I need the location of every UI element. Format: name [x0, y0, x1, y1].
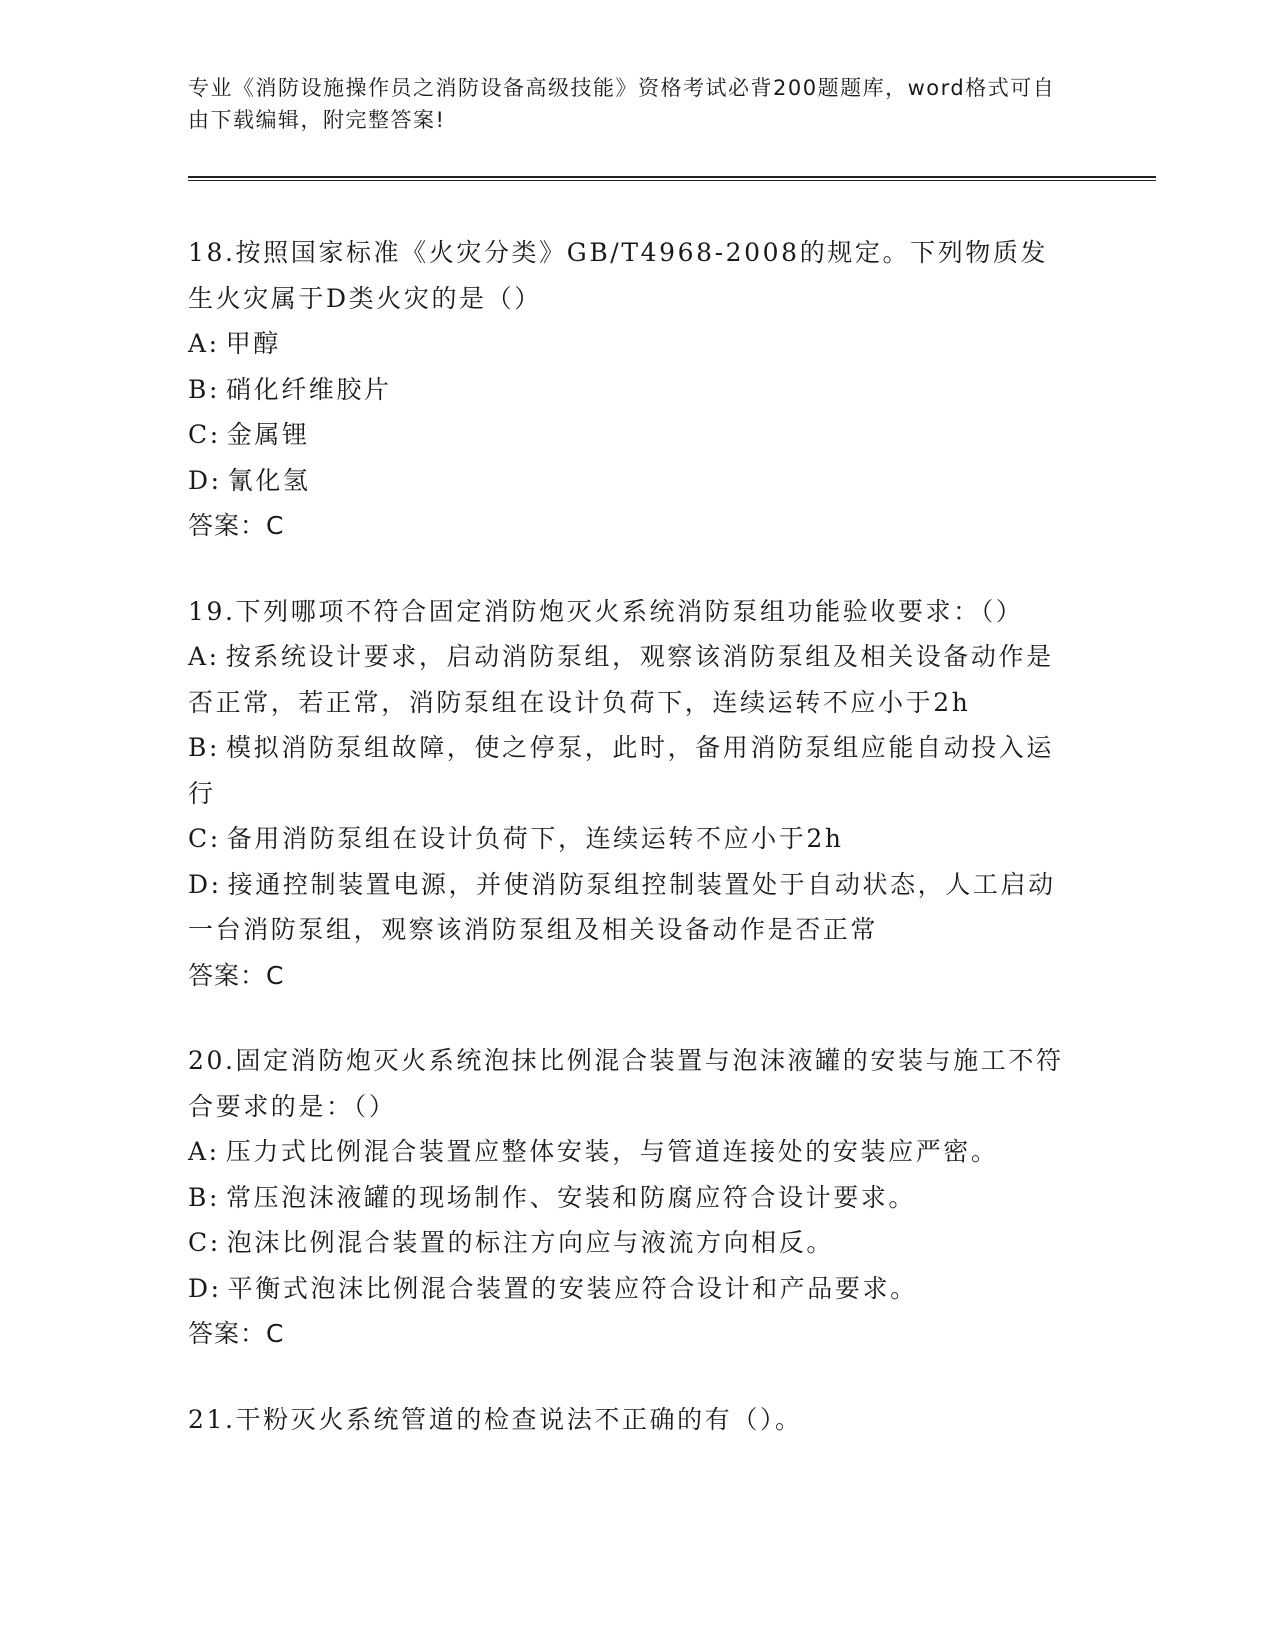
- header-divider: [188, 176, 1156, 181]
- option-c: [188, 1220, 1068, 1266]
- option-a: [188, 321, 1068, 367]
- answer-label: 答案：: [188, 1319, 267, 1348]
- option-a: [188, 634, 1068, 725]
- option-letter: B:: [188, 374, 220, 404]
- option-text: 按系统设计要求，启动消防泵组，观察该消防泵组及相关设备动作是否正常，若正常，消防泵组在设计负荷下，连续运转不应小于2h: [188, 642, 1054, 717]
- option-c: [188, 816, 1068, 862]
- option-text: 泡沫比例混合装置的标注方向应与液流方向相反。: [226, 1228, 834, 1257]
- question-19: [188, 589, 1068, 999]
- option-text: 甲醇: [225, 329, 281, 358]
- option-a: [188, 1129, 1068, 1175]
- answer-line: [188, 1311, 1068, 1357]
- option-b: [188, 1175, 1068, 1221]
- question-stem: 18.按照国家标准《火灾分类》GB/T4968-2008的规定。下列物质发生火灾属于D类火灾的是（）: [188, 238, 1049, 313]
- option-letter: A:: [188, 1137, 220, 1166]
- question-18: [188, 230, 1068, 549]
- option-letter: B:: [188, 1182, 220, 1212]
- answer-value: C: [266, 511, 285, 540]
- option-letter: D:: [188, 1273, 222, 1303]
- option-letter: C:: [188, 420, 221, 449]
- option-letter: D:: [188, 465, 222, 495]
- answer-value: C: [266, 960, 285, 990]
- option-text: 常压泡沫液罐的现场制作、安装和防腐应符合设计要求。: [226, 1182, 917, 1212]
- answer-line: [188, 503, 1068, 549]
- option-b: [188, 367, 1068, 413]
- question-stem: 19.下列哪项不符合固定消防炮灭火系统消防泵组功能验收要求：（）: [188, 596, 1024, 626]
- option-text: 压力式比例混合装置应整体安装，与管道连接处的安装应严密。: [225, 1137, 999, 1166]
- option-d: [188, 1266, 1068, 1312]
- question-21: [188, 1397, 1068, 1443]
- option-letter: C:: [188, 824, 221, 853]
- document-header: 专业《消防设施操作员之消防设备高级技能》资格考试必背200题题库，word格式可自由下载编辑，附完整答案!: [188, 76, 1056, 132]
- option-letter: A:: [188, 642, 220, 671]
- option-text: 备用消防泵组在设计负荷下，连续运转不应小于2h: [226, 824, 844, 853]
- answer-value: C: [266, 1319, 285, 1348]
- option-text: 氰化氢: [227, 465, 311, 495]
- question-list: [188, 230, 1068, 1482]
- option-d: [188, 862, 1068, 953]
- option-text: 金属锂: [226, 420, 310, 449]
- option-letter: A:: [188, 329, 220, 358]
- option-letter: C:: [188, 1228, 221, 1257]
- option-text: 接通控制装置电源，并使消防泵组控制装置处于自动状态，人工启动一台消防泵组，观察该消防泵组及相关设备动作是否正常: [188, 869, 1056, 944]
- question-stem: 21.干粉灭火系统管道的检查说法不正确的有（）。: [188, 1404, 803, 1434]
- option-c: [188, 412, 1068, 458]
- option-letter: B:: [188, 733, 220, 762]
- option-b: [188, 725, 1068, 816]
- option-d: [188, 458, 1068, 504]
- answer-line: [188, 953, 1068, 999]
- answer-label: 答案：: [188, 511, 267, 540]
- option-text: 模拟消防泵组故障，使之停泵，此时，备用消防泵组应能自动投入运行: [188, 733, 1055, 808]
- answer-label: 答案：: [188, 960, 267, 990]
- option-text: 平衡式泡沫比例混合装置的安装应符合设计和产品要求。: [227, 1273, 918, 1303]
- option-letter: D:: [188, 869, 222, 899]
- option-text: 硝化纤维胶片: [226, 374, 392, 404]
- question-20: [188, 1038, 1068, 1357]
- question-stem: 20.固定消防炮灭火系统泡抹比例混合装置与泡沫液罐的安装与施工不符合要求的是：（）: [188, 1046, 1064, 1121]
